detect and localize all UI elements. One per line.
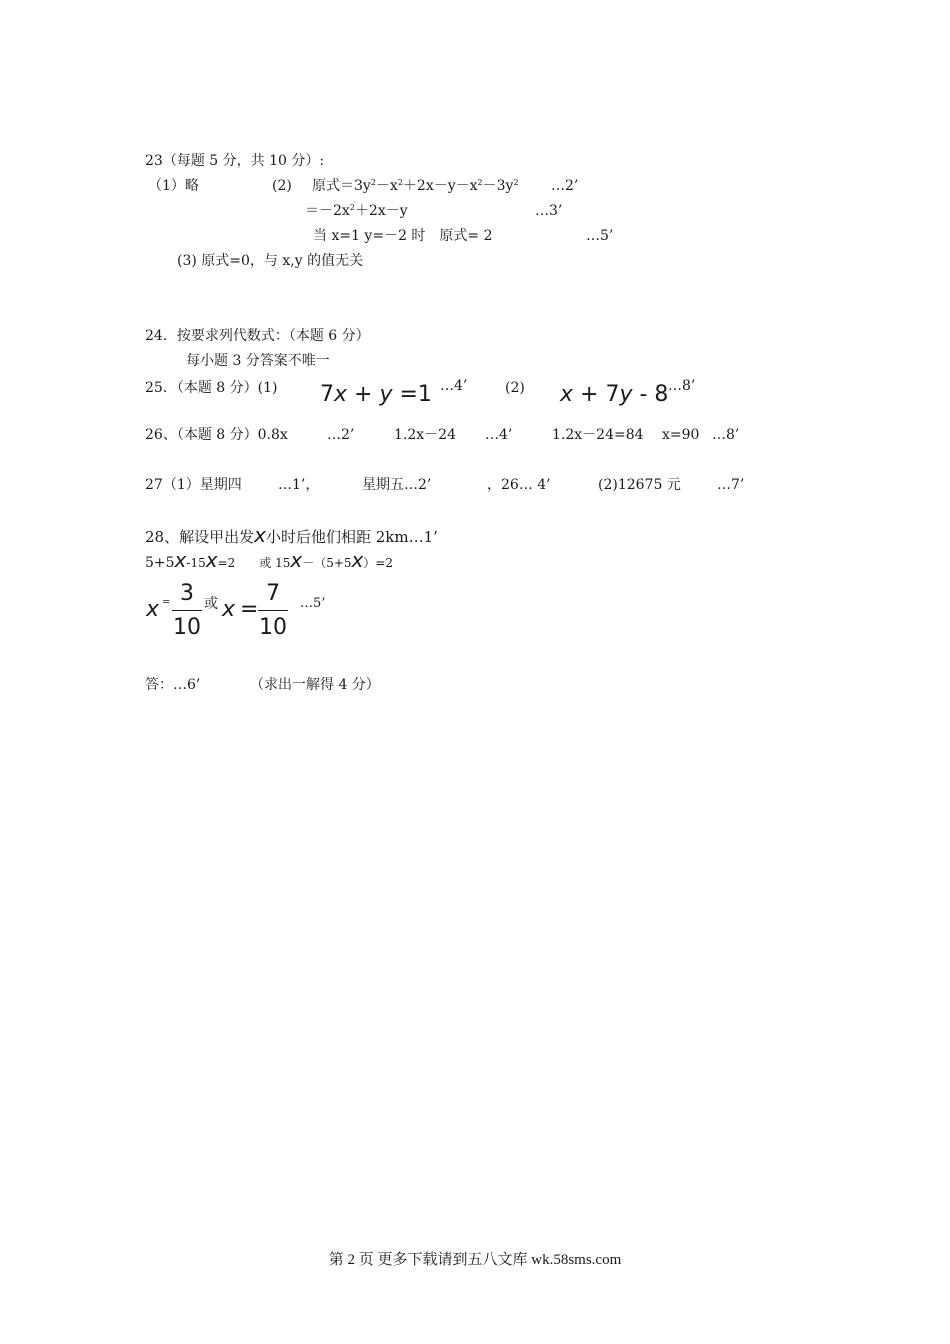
- q28-fraction-1-denominator: 10: [173, 615, 201, 640]
- q25-label: 25．（本题 8 分）(1): [145, 380, 278, 396]
- q28-fraction-7-10: [258, 583, 288, 639]
- q26-label: 26、（本题 8 分）0.8x: [145, 427, 288, 443]
- q28-variable-x-2: x: [205, 548, 218, 572]
- q26-text-3: 1.2x－24=84: [552, 427, 644, 443]
- q28-eq-part-b: -15: [186, 556, 206, 570]
- q28-score: …5’: [300, 596, 326, 611]
- q25-label-2: (2): [505, 380, 525, 396]
- q28-line1-start: 28、解设甲出发: [145, 528, 255, 546]
- q27-text-3: ，26… 4’: [487, 477, 551, 493]
- q28-variable-x-4: x: [351, 548, 364, 572]
- q28-eq-part-a: 5+5: [145, 555, 175, 571]
- q25-score-2: …8’: [668, 378, 696, 394]
- q28-eq-part-d: －（5+5: [302, 556, 352, 570]
- q26-score-1: …2’: [327, 427, 355, 443]
- page-footer: 第 2 页 更多下载请到五八文库 wk.58sms.com: [328, 1252, 622, 1268]
- q26-text-4: x=90: [662, 427, 700, 443]
- q28-variable-x-1: x: [174, 548, 187, 572]
- q28-line1: [145, 525, 438, 545]
- q23-part2-label: (2): [272, 178, 292, 194]
- q28-fraction-2-denominator: 10: [259, 615, 287, 640]
- q25-expression-2: x + 7y - 8: [560, 382, 669, 407]
- q28-fraction-2-numerator: 7: [266, 581, 280, 606]
- q28-eq-part-c: =2 或 15: [217, 556, 291, 570]
- q27-text-2: 星期五…2’: [362, 477, 432, 493]
- q24-note: 每小题 3 分答案不唯一: [186, 353, 330, 369]
- q23-line2-score: …3’: [535, 203, 563, 219]
- q23-part1: （1）略: [148, 178, 199, 194]
- q28-line1-end: 小时后他们相距 2km…1’: [265, 528, 438, 546]
- q23-line2: $=-2x^2+2x-y$: [305, 203, 408, 219]
- q23-line3-score: …5’: [586, 228, 614, 244]
- q27-label: 27（1）星期四: [145, 477, 242, 493]
- q28-fraction-3-10: [172, 583, 202, 639]
- q28-solution-x-1: x: [146, 597, 160, 622]
- answer-note: （求出一解得 4 分）: [250, 677, 380, 693]
- q26-score-3: …8’: [712, 427, 740, 443]
- q24-header: 24．按要求列代数式：（本题 6 分）: [145, 328, 370, 344]
- q28-solution-equals-2: =: [240, 597, 259, 622]
- q25-score-1: …4’: [440, 378, 468, 394]
- q23-line1-score: …2’: [551, 178, 579, 194]
- q28-fraction-1-numerator: 3: [180, 581, 194, 606]
- q28-variable-x: x: [254, 523, 266, 547]
- q28-solution-equals-1: =: [162, 597, 171, 608]
- q28-variable-x-3: x: [290, 548, 303, 572]
- q23-header: 23（每题 5 分，共 10 分）:: [145, 153, 325, 169]
- q23-part3: (3) 原式=0，与 x,y 的值无关: [177, 253, 364, 269]
- q28-eq-part-e: ）=2: [363, 556, 394, 570]
- q26-text-2: 1.2x－24: [394, 427, 456, 443]
- q26-score-2: …4’: [485, 427, 513, 443]
- q27-text-4: (2)12675 元: [598, 477, 681, 493]
- q27-score-1: …1’，: [278, 477, 320, 493]
- q28-equations: [145, 550, 393, 570]
- q28-solution-x-2: x: [222, 597, 236, 622]
- q25-expression-1: 7x + y =1: [320, 382, 432, 407]
- q23-line1: 原式$=3y^2-x^2+2x-y-x^2-3y^2$: [312, 178, 519, 194]
- answer-text: 答：…6’: [145, 677, 201, 693]
- q28-or: 或: [204, 596, 218, 612]
- q23-line3: 当 x=1 y=－2 时 原式= 2: [313, 228, 493, 244]
- q27-score-4: …7’: [717, 477, 745, 493]
